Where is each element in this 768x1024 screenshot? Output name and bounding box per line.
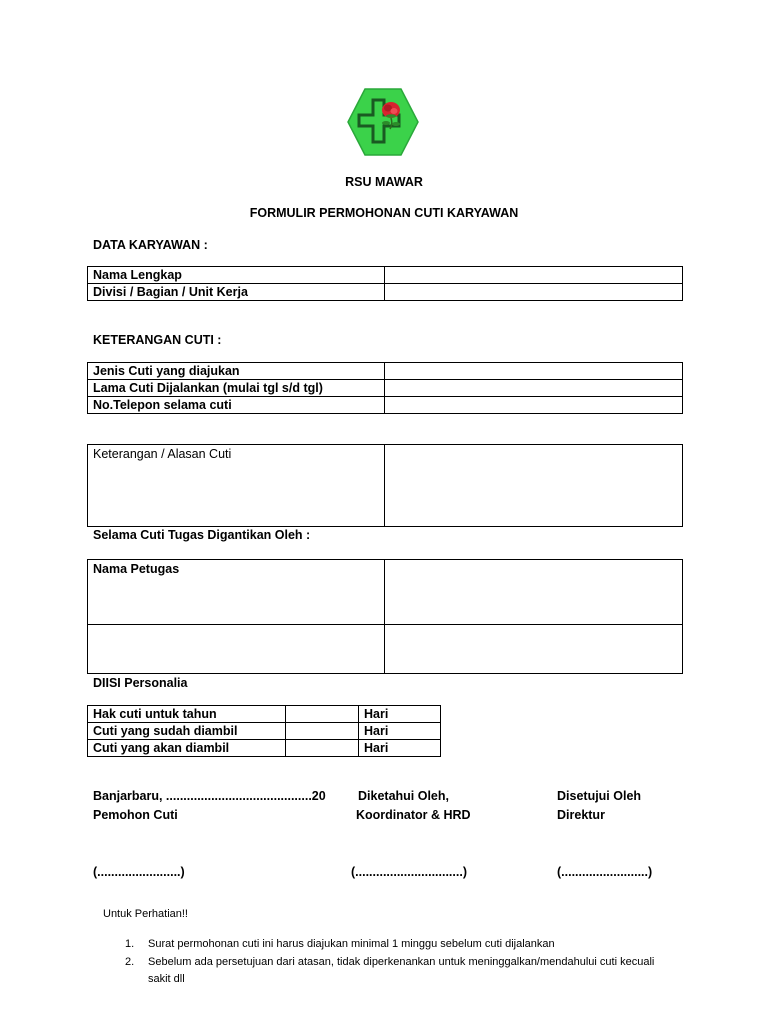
leave-table — [87, 362, 683, 414]
officer-extra-field-2[interactable] — [385, 625, 683, 674]
officer-extra-field[interactable] — [88, 625, 385, 674]
leave-type-field[interactable] — [385, 363, 683, 380]
field-label: Lama Cuti Dijalankan (mulai tgl s/d tgl) — [88, 380, 385, 397]
leave-duration-field[interactable] — [385, 380, 683, 397]
table-row — [88, 723, 441, 740]
field-label: Nama Petugas — [88, 560, 385, 625]
note-number: 2. — [125, 956, 135, 968]
leave-taken-field[interactable] — [286, 723, 359, 740]
table-row — [88, 397, 683, 414]
coordinator-signature: (...............................) — [351, 865, 467, 879]
leave-entitlement-field[interactable] — [286, 706, 359, 723]
coordinator-label: Koordinator & HRD — [356, 808, 471, 822]
table-row — [88, 706, 441, 723]
org-name: RSU MAWAR — [345, 175, 423, 189]
table-row — [88, 380, 683, 397]
table-row — [88, 560, 683, 625]
approved-by-label: Disetujui Oleh — [557, 789, 642, 803]
form-title: FORMULIR PERMOHONAN CUTI KARYAWAN — [249, 206, 519, 220]
note-number: 1. — [125, 938, 135, 950]
division-field[interactable] — [385, 284, 683, 301]
table-row — [88, 625, 683, 674]
field-label: No.Telepon selama cuti — [88, 397, 385, 414]
table-row — [88, 740, 441, 757]
applicant-signature: (........................) — [93, 865, 185, 879]
note-text: Surat permohonan cuti ini harus diajukan minimal 1 minggu sebelum cuti dijalankan — [148, 938, 555, 950]
section-heading-leave: KETERANGAN CUTI : — [93, 333, 222, 347]
field-label: Cuti yang sudah diambil — [88, 723, 286, 740]
field-label: Nama Lengkap — [88, 267, 385, 284]
unit-label: Hari — [359, 706, 441, 723]
full-name-field[interactable] — [385, 267, 683, 284]
leave-planned-field[interactable] — [286, 740, 359, 757]
field-label: Hak cuti untuk tahun — [88, 706, 286, 723]
place-date: Banjarbaru, ..........................................20 — [93, 789, 326, 803]
field-label: Cuti yang akan diambil — [88, 740, 286, 757]
reason-table — [87, 444, 683, 527]
table-row — [88, 284, 683, 301]
notes-title: Untuk Perhatian!! — [103, 908, 188, 920]
officer-name-field[interactable] — [385, 560, 683, 625]
personalia-table — [87, 705, 441, 757]
field-label: Divisi / Bagian / Unit Kerja — [88, 284, 385, 301]
replacement-table — [87, 559, 683, 674]
note-text-continued: sakit dll — [148, 973, 185, 985]
table-row — [88, 267, 683, 284]
phone-field[interactable] — [385, 397, 683, 414]
director-signature: (.........................) — [557, 865, 653, 879]
unit-label: Hari — [359, 723, 441, 740]
hospital-logo-icon — [347, 88, 419, 156]
table-row — [88, 363, 683, 380]
table-row — [88, 445, 683, 527]
director-label: Direktur — [557, 808, 605, 822]
section-heading-replacement: Selama Cuti Tugas Digantikan Oleh : — [93, 528, 311, 542]
note-text: Sebelum ada persetujuan dari atasan, tidak diperkenankan untuk meninggalkan/mendahului cuti kecuali — [148, 956, 655, 968]
employee-table — [87, 266, 683, 301]
section-heading-personalia: DIISI Personalia — [93, 676, 188, 690]
applicant-label: Pemohon Cuti — [93, 808, 178, 822]
known-by-label: Diketahui Oleh, — [358, 789, 449, 803]
unit-label: Hari — [359, 740, 441, 757]
field-label: Jenis Cuti yang diajukan — [88, 363, 385, 380]
section-heading-employee: DATA KARYAWAN : — [93, 238, 208, 252]
reason-field[interactable] — [385, 445, 683, 527]
field-label: Keterangan / Alasan Cuti — [88, 445, 385, 527]
